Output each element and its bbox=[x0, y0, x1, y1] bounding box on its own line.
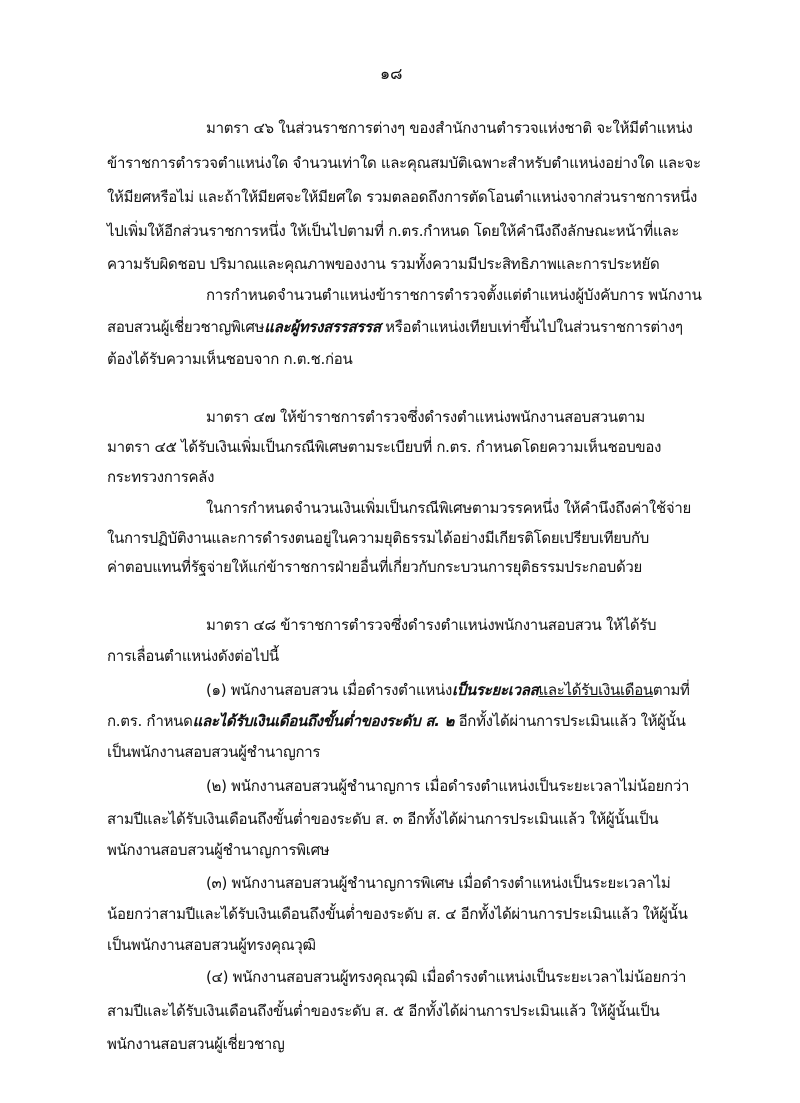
section-47-line-1: มาตรา ๔๗ ให้ข้าราชการตำรวจซึ่งดำรงตำแหน่งพนักงานสอบสวนตาม bbox=[206, 408, 645, 426]
section-46-line-7-italic: และผู้ทรงสรรสรรส bbox=[264, 318, 381, 336]
section-46-line-1: มาตรา ๔๖ ในส่วนราชการต่างๆ ของสำนักงานตำรวจแห่งชาติ จะให้มีตำแหน่ง bbox=[206, 119, 693, 137]
section-48-line-2: การเลื่อนตำแหน่งดังต่อไปนี้ bbox=[107, 647, 279, 665]
section-47-line-6: ค่าตอบแทนที่รัฐจ่ายให้แก่ข้าราชการฝ่ายอื่นที่เกี่ยวกับกระบวนการยุติธรรมประกอบด้วย bbox=[107, 558, 643, 576]
item-1-line-1-part-1: (๑) พนักงานสอบสวน เมื่อดำรงตำแหน่ง bbox=[206, 681, 452, 699]
item-1-line-1-part-4: ตามที่ bbox=[652, 681, 690, 699]
section-46-line-4: ไปเพิ่มให้อีกส่วนราชการหนึ่ง ให้เป็นไปตามที่ ก.ตร.กำหนด โดยให้คำนึงถึงลักษณะหน้าที่และ bbox=[107, 222, 679, 240]
section-46-line-7-part-3: หรือตำแหน่งเทียบเท่าขึ้นไปในส่วนราชการต่างๆ bbox=[380, 318, 683, 336]
item-1-line-2-part-1: ก.ตร. กำหนด bbox=[107, 712, 193, 730]
section-46-line-2: ข้าราชการตำรวจตำแหน่งใด จำนวนเท่าใด และคุณสมบัติเฉพาะสำหรับตำแหน่งอย่างใด และจะ bbox=[107, 154, 701, 172]
item-1-line-1-italic: เป็นระยะเวลส bbox=[451, 681, 539, 699]
item-4-line-3: พนักงานสอบสวนผู้เชี่ยวชาญ bbox=[107, 1035, 285, 1053]
item-1-line-1-underlined: และได้รับเงินเดือน bbox=[538, 681, 653, 699]
item-3-line-3: เป็นพนักงานสอบสวนผู้ทรงคุณวุฒิ bbox=[107, 936, 316, 954]
section-48-line-1: มาตรา ๔๘ ข้าราชการตำรวจซึ่งดำรงตำแหน่งพนักงานสอบสวน ให้ได้รับ bbox=[206, 616, 657, 634]
section-46-line-3: ให้มียศหรือไม่ และถ้าให้มียศจะให้มียศใด รวมตลอดถึงการตัดโอนตำแหน่งจากส่วนราชการหนึ่ง bbox=[107, 188, 698, 206]
item-3-line-2: น้อยกว่าสามปีและได้รับเงินเดือนถึงขั้นต่ำของระดับ ส. ๔ อีกทั้งได้ผ่านการประเมินแล้ว ให้ผู้นั้น bbox=[107, 905, 688, 923]
item-4-line-1: (๔) พนักงานสอบสวนผู้ทรงคุณวุฒิ เมื่อดำรงตำแหน่งเป็นระยะเวลาไม่น้อยกว่า bbox=[206, 968, 687, 986]
item-1-line-2-part-3: อีกทั้งได้ผ่านการประเมินแล้ว ให้ผู้นั้น bbox=[454, 712, 686, 730]
item-3-line-1: (๓) พนักงานสอบสวนผู้ชำนาญการพิเศษ เมื่อดำรงตำแหน่งเป็นระยะเวลาไม่ bbox=[206, 874, 671, 892]
section-47-line-3: กระทรวงการคลัง bbox=[107, 468, 215, 486]
item-2-line-2: สามปีและได้รับเงินเดือนถึงขั้นต่ำของระดับ ส. ๓ อีกทั้งได้ผ่านการประเมินแล้ว ให้ผู้นั้นเป็น bbox=[107, 810, 659, 828]
page-number: ๑๘ bbox=[380, 64, 403, 83]
item-1-line-2 bbox=[107, 710, 686, 732]
item-1-line-3: เป็นพนักงานสอบสวนผู้ชำนาญการ bbox=[107, 743, 321, 761]
section-46-line-7-part-1: สอบสวนผู้เชี่ยวชาญพิเศษ bbox=[107, 318, 265, 336]
section-46-line-6: การกำหนดจำนวนตำแหน่งข้าราชการตำรวจตั้งแต่ตำแหน่งผู้บังคับการ พนักงาน bbox=[206, 286, 702, 304]
section-46-line-5: ความรับผิดชอบ ปริมาณและคุณภาพของงาน รวมทั้งความมีประสิทธิภาพและการประหยัด bbox=[107, 255, 660, 273]
section-47-line-2: มาตรา ๔๕ ได้รับเงินเพิ่มเป็นกรณีพิเศษตามระเบียบที่ ก.ตร. กำหนดโดยความเห็นชอบของ bbox=[107, 438, 662, 456]
section-47-line-5: ในการปฏิบัติงานและการดำรงตนอยู่ในความยุติธรรมได้อย่างมีเกียรติโดยเปรียบเทียบกับ bbox=[107, 529, 649, 547]
item-2-line-3: พนักงานสอบสวนผู้ชำนาญการพิเศษ bbox=[107, 841, 330, 859]
section-46-line-7 bbox=[107, 316, 683, 338]
section-46-line-8: ต้องได้รับความเห็นชอบจาก ก.ต.ช.ก่อน bbox=[107, 350, 353, 368]
item-2-line-1: (๒) พนักงานสอบสวนผู้ชำนาญการ เมื่อดำรงตำแหน่งเป็นระยะเวลาไม่น้อยกว่า bbox=[206, 777, 690, 795]
section-47-line-4: ในการกำหนดจำนวนเงินเพิ่มเป็นกรณีพิเศษตามวรรคหนึ่ง ให้คำนึงถึงค่าใช้จ่าย bbox=[206, 499, 691, 517]
item-4-line-2: สามปีและได้รับเงินเดือนถึงขั้นต่ำของระดับ ส. ๕ อีกทั้งได้ผ่านการประเมินแล้ว ให้ผู้นั้นเป็น bbox=[107, 1002, 660, 1020]
item-1-line-1 bbox=[206, 679, 690, 701]
item-1-line-2-italic: และได้รับเงินเดือนถึงขั้นต่ำของระดับ ส. ๒ bbox=[192, 712, 455, 730]
